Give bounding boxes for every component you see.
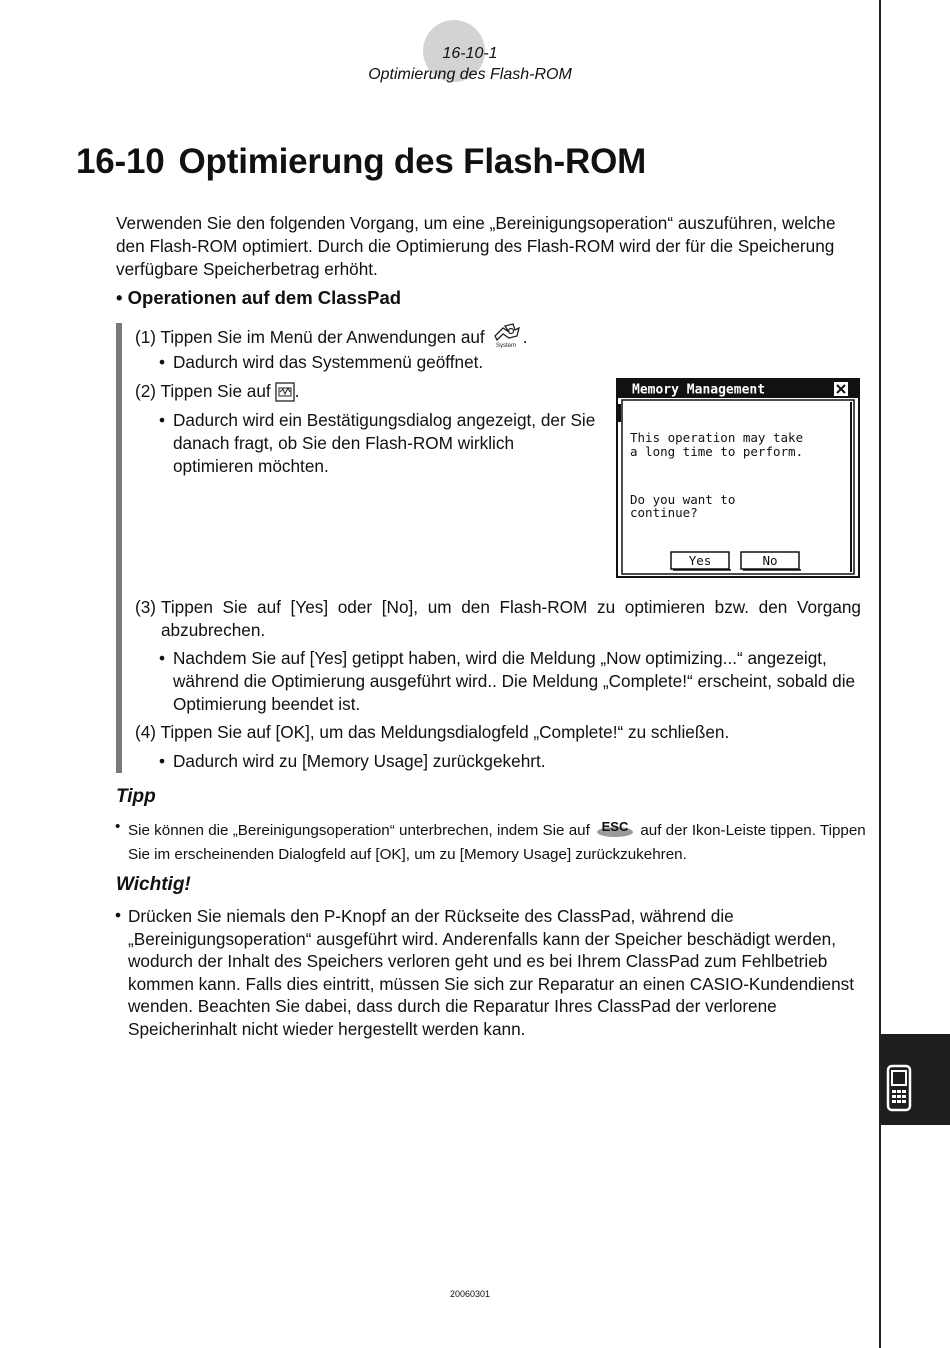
chapter-title: Optimierung des Flash-ROM (178, 142, 647, 181)
step-2-note (159, 409, 598, 478)
step-3 (135, 596, 861, 642)
step-2 (135, 380, 299, 408)
step-2-note-text: Dadurch wird ein Bestätigungsdialog angezeigt, der Sie danach fragt, ob Sie den Flash-ROM wirklich optimieren möchten. (173, 410, 596, 476)
important-heading: Wichtig! (116, 874, 191, 895)
dialog-no-label: No (762, 553, 778, 568)
header-section-title: Optimierung des Flash-ROM (368, 66, 572, 83)
step-3-text: Tippen Sie auf [Yes] oder [No], um den Flash-ROM zu optimieren bzw. den Vorgang abzubrechen. (161, 597, 861, 640)
tip-text (128, 818, 868, 865)
step-1-period: . (522, 327, 528, 347)
esc-icon (596, 818, 634, 844)
step-2-period: . (294, 381, 300, 401)
dialog-line-3: Do you want to (630, 492, 736, 507)
step-2-note-bullet: • (159, 410, 166, 430)
system-icon-caption: System (495, 343, 516, 348)
step-1-note-text: Dadurch wird das Systemmenü geöffnet. (173, 352, 484, 372)
step-1-note-bullet: • (159, 352, 166, 372)
calculator-icon (885, 1064, 913, 1112)
step-2-label: (2) (135, 381, 157, 401)
tip-bullet: • (115, 818, 121, 835)
dialog-yes-label: Yes (688, 553, 712, 568)
dialog-line-2: a long time to perform. (630, 444, 804, 459)
step-1-text: Tippen Sie im Menü der Anwendungen auf (160, 327, 485, 347)
step-4-text: Tippen Sie auf [OK], um das Meldungsdialogfeld „Complete!“ zu schließen. (160, 722, 730, 742)
step-3-note-bullet: • (159, 648, 166, 668)
dialog-close-icon (834, 382, 848, 396)
step-4 (135, 721, 729, 744)
step-1-note (159, 351, 593, 374)
chapter-side-tab (881, 1034, 950, 1125)
step-3-note-text: Nachdem Sie auf [Yes] getippt haben, wird die Meldung „Now optimizing...“ angezeigt, während die Optimierung ausgeführt wird.. Die Meldung „Complete!“ erscheint, sobald die Optimierung beendet ist. (173, 648, 856, 714)
step-4-note-text: Dadurch wird zu [Memory Usage] zurückgekehrt. (173, 751, 546, 771)
dialog-yes-button (671, 552, 731, 570)
memory-optimize-icon (275, 382, 295, 408)
operations-heading-text: Operationen auf dem ClassPad (127, 287, 402, 308)
important-text: Drücken Sie niemals den P-Knopf an der Rückseite des ClassPad, während die „Bereinigungsoperation“ ausgeführt wird. Anderenfalls kann der Speicher beschädigt werden, wodurch der Inhalt des Speichers verloren geht und es bei Ihrem ClassPad zum Fehlbetrieb kommen kann. Falls dies eintritt, müssen Sie sich zur Reparatur an einen CASIO-Kundendienst wenden. Beachten Sie dabei, dass durch die Reparatur Ihres ClassPad der verlorene Speicherinhalt nicht wieder hergestellt werden kann. (128, 906, 855, 1039)
dialog-line-1: This operation may take (630, 430, 804, 445)
tip-text-before: Sie können die „Bereinigungsoperation“ unterbrechen, indem Sie auf (128, 822, 590, 839)
dialog-title: Memory Management (632, 382, 766, 398)
steps-margin-bar (116, 323, 122, 773)
page-edge-rule (879, 0, 881, 1348)
chapter-heading (76, 142, 646, 182)
tip-heading: Tipp (116, 786, 156, 807)
system-icon (489, 322, 523, 354)
step-1-label: (1) (135, 327, 157, 347)
intro-paragraph: Verwenden Sie den folgenden Vorgang, um eine „Bereinigungsoperation“ auszuführen, welche den Flash-ROM optimiert. Durch die Optimierung des Flash-ROM wird der für die Speicherung verfügbare Speicherbetrag erhöht. (116, 213, 836, 279)
esc-icon-label: ESC (601, 819, 629, 834)
tip-text-after: auf der Ikon-Leiste tippen. Tippen Sie im erscheinenden Dialogfeld auf [OK], um zu [Memory Usage] zurückzukehren. (128, 822, 866, 863)
step-1 (135, 322, 528, 354)
important-bullet: • (115, 905, 122, 925)
step-4-note (159, 750, 861, 773)
dialog-line-4: continue? (630, 505, 698, 520)
chapter-number: 16-10 (76, 142, 165, 181)
memory-management-dialog (616, 378, 860, 578)
step-2-text: Tippen Sie auf (160, 381, 271, 401)
dialog-no-button (741, 552, 801, 570)
step-4-note-bullet: • (159, 751, 166, 771)
step-3-note (159, 647, 861, 716)
header-page-number: 16-10-1 (442, 45, 498, 62)
step-3-label: (3) (135, 597, 157, 617)
footer-code: 20060301 (449, 1289, 491, 1299)
heading-bullet: • (116, 287, 123, 308)
step-4-label: (4) (135, 722, 157, 742)
operations-heading (116, 287, 401, 309)
